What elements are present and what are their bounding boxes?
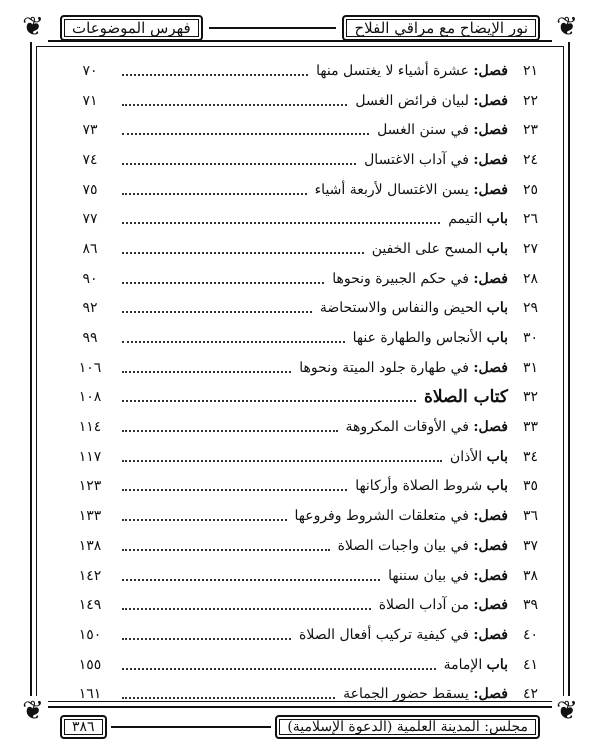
entry-title — [342, 419, 508, 435]
toc-entry — [62, 264, 538, 294]
entry-title — [311, 182, 508, 198]
entry-text: التيمم — [448, 211, 487, 228]
entry-title — [360, 152, 508, 168]
leader-dots — [122, 311, 312, 313]
entry-number: ٤٢ — [522, 686, 538, 703]
entry-title — [373, 122, 508, 138]
entry-title — [295, 360, 508, 376]
toc-entry — [62, 145, 538, 175]
table-of-contents — [62, 56, 538, 709]
entry-page-number: ١٠٦ — [78, 359, 102, 376]
entry-keyword: فصل: — [473, 122, 508, 139]
entry-keyword: فصل: — [473, 626, 508, 643]
entry-text: الأنجاس والطهارة عنها — [352, 330, 487, 347]
section-title: فهرس الموضوعات — [60, 15, 203, 41]
entry-page-number: ٨٦ — [82, 240, 98, 257]
leader-dots — [122, 608, 371, 610]
leader-dots — [122, 519, 287, 521]
entry-text: يسقط حضور الجماعة — [343, 686, 474, 703]
entry-text: في الأوقات المكروهة — [345, 419, 474, 436]
header-divider — [209, 27, 337, 29]
leader-dots — [122, 371, 291, 373]
entry-number: ٢٥ — [522, 181, 538, 198]
entry-number: ٢٢ — [522, 92, 538, 109]
entry-title — [444, 211, 508, 227]
entry-title — [420, 387, 508, 407]
entry-number: ٣٣ — [522, 419, 538, 436]
book-title: نور الإيضاح مع مراقي الفلاح — [342, 15, 540, 41]
entry-page-number: ٧٠ — [82, 62, 98, 79]
page-footer — [60, 712, 540, 742]
entry-text: في طهارة جلود الميتة ونحوها — [299, 359, 474, 376]
floral-corner-ornament-icon: ❦ — [18, 696, 48, 726]
entry-number: ٣٨ — [522, 567, 538, 584]
entry-keyword: فصل: — [473, 151, 508, 168]
entry-keyword: فصل: — [473, 181, 508, 198]
entry-page-number: ١٤٩ — [78, 597, 102, 614]
toc-entry — [62, 679, 538, 709]
entry-text: في سنن الغسل — [377, 122, 474, 139]
entry-keyword: فصل: — [473, 359, 508, 376]
toc-entry — [62, 501, 538, 531]
entry-text: المسح على الخفين — [371, 240, 487, 257]
leader-dots — [122, 222, 440, 224]
leader-dots — [122, 579, 380, 581]
entry-keyword: فصل: — [473, 537, 508, 554]
entry-number: ٣٢ — [522, 389, 538, 406]
entry-text: في كيفية تركيب أفعال الصلاة — [299, 626, 474, 643]
entry-page-number: ١٥٥ — [78, 656, 102, 673]
entry-text: في متعلقات الشروط وفروعها — [294, 508, 474, 525]
entry-keyword: فصل: — [473, 419, 508, 436]
entry-page-number: ٧٤ — [82, 151, 98, 168]
entry-text: في بيان سننها — [388, 567, 474, 584]
entry-number: ٣٦ — [522, 508, 538, 525]
entry-keyword: باب — [486, 448, 508, 465]
entry-keyword: باب — [486, 330, 508, 347]
entry-number: ٢٣ — [522, 122, 538, 139]
toc-entry — [62, 561, 538, 591]
entry-number: ٤٠ — [522, 626, 538, 643]
entry-keyword: باب — [486, 478, 508, 495]
entry-title — [446, 449, 508, 465]
entry-keyword: كتاب الصلاة — [423, 387, 508, 408]
entry-keyword: باب — [486, 656, 508, 673]
entry-page-number: ١٠٨ — [78, 389, 102, 406]
leader-dots — [122, 133, 369, 135]
page-header — [60, 8, 540, 48]
toc-entry — [62, 56, 538, 86]
leader-dots — [122, 104, 347, 106]
entry-title — [368, 241, 508, 257]
leader-dots — [122, 74, 308, 76]
entry-number: ٢٧ — [522, 240, 538, 257]
publisher-name: مجلس: المدينة العلمية (الدعوة الإسلامية) — [275, 715, 540, 739]
entry-keyword: فصل: — [473, 62, 508, 79]
entry-text: من آداب الصلاة — [378, 597, 474, 614]
entry-number: ٣٥ — [522, 478, 538, 495]
leader-dots — [122, 400, 416, 402]
footer-divider — [111, 726, 272, 728]
entry-page-number: ١٣٣ — [78, 508, 102, 525]
entry-title — [440, 657, 508, 673]
toc-entry — [62, 204, 538, 234]
toc-entry — [62, 590, 538, 620]
toc-entry — [62, 472, 538, 502]
entry-number: ٢٦ — [522, 211, 538, 228]
entry-number: ٢٤ — [522, 151, 538, 168]
entry-number: ٣٧ — [522, 537, 538, 554]
toc-entry — [62, 650, 538, 680]
entry-page-number: ١٥٠ — [78, 626, 102, 643]
entry-title — [351, 93, 508, 109]
entry-title — [312, 63, 508, 79]
entry-title — [375, 597, 508, 613]
entry-number: ٢١ — [522, 62, 538, 79]
toc-entry — [62, 442, 538, 472]
floral-corner-ornament-icon: ❦ — [18, 12, 48, 42]
leader-dots — [122, 430, 338, 432]
entry-page-number: ٧١ — [82, 92, 98, 109]
entry-number: ٢٨ — [522, 270, 538, 287]
toc-entry — [62, 86, 538, 116]
entry-page-number: ٧٣ — [82, 122, 98, 139]
entry-number: ٣١ — [522, 359, 538, 376]
leader-dots — [122, 549, 330, 551]
leader-dots — [122, 460, 442, 462]
entry-keyword: فصل: — [473, 686, 508, 703]
entry-keyword: فصل: — [473, 92, 508, 109]
leader-dots — [122, 341, 345, 343]
entry-number: ٢٩ — [522, 300, 538, 317]
toc-entry — [62, 383, 538, 413]
entry-number: ٤١ — [522, 656, 538, 673]
entry-page-number: ٧٥ — [82, 181, 98, 198]
entry-page-number: ٩٠ — [82, 270, 98, 287]
entry-title — [328, 271, 508, 287]
entry-text: في بيان واجبات الصلاة — [337, 537, 474, 554]
entry-keyword: باب — [486, 240, 508, 257]
floral-corner-ornament-icon: ❦ — [552, 696, 582, 726]
entry-text: عشرة أشياء لا يغتسل منها — [316, 62, 474, 79]
entry-title — [384, 568, 508, 584]
entry-text: شروط الصلاة وأركانها — [355, 478, 487, 495]
entry-page-number: ٩٢ — [82, 300, 98, 317]
entry-text: في حكم الجبيرة ونحوها — [332, 270, 474, 287]
toc-entry — [62, 323, 538, 353]
leader-dots — [122, 697, 335, 699]
entry-text: يسن الاغتسال لأربعة أشياء — [314, 181, 474, 198]
entry-keyword: باب — [486, 211, 508, 228]
leader-dots — [122, 163, 356, 165]
entry-keyword: باب — [486, 300, 508, 317]
toc-entry — [62, 353, 538, 383]
page-number: ٣٨٦ — [60, 715, 107, 739]
entry-text: الحيض والنفاس والاستحاضة — [319, 300, 487, 317]
entry-page-number: ١١٤ — [78, 419, 102, 436]
entry-number: ٣٠ — [522, 330, 538, 347]
toc-entry — [62, 234, 538, 264]
toc-entry — [62, 412, 538, 442]
entry-text: لبيان فرائض الغسل — [355, 92, 474, 109]
leader-dots — [122, 638, 291, 640]
toc-entry — [62, 620, 538, 650]
leader-dots — [122, 282, 324, 284]
leader-dots — [122, 252, 364, 254]
entry-title — [316, 300, 508, 316]
leader-dots — [122, 193, 307, 195]
entry-keyword: فصل: — [473, 270, 508, 287]
entry-page-number: ١١٧ — [78, 448, 102, 465]
entry-page-number: ٧٧ — [82, 211, 98, 228]
entry-number: ٣٤ — [522, 448, 538, 465]
entry-title — [334, 538, 508, 554]
entry-text: الأذان — [449, 448, 487, 465]
toc-entry — [62, 294, 538, 324]
toc-entry — [62, 531, 538, 561]
entry-title — [295, 627, 508, 643]
entry-number: ٣٩ — [522, 597, 538, 614]
toc-entry — [62, 115, 538, 145]
entry-keyword: فصل: — [473, 508, 508, 525]
entry-text: في آداب الاغتسال — [364, 151, 474, 168]
toc-entry — [62, 175, 538, 205]
entry-page-number: ١٤٢ — [78, 567, 102, 584]
leader-dots — [122, 489, 347, 491]
entry-page-number: ١٦١ — [78, 686, 102, 703]
entry-keyword: فصل: — [473, 597, 508, 614]
leader-dots — [122, 668, 436, 670]
entry-title — [291, 508, 509, 524]
entry-page-number: ٩٩ — [82, 330, 98, 347]
entry-page-number: ١٢٣ — [78, 478, 102, 495]
entry-title — [351, 478, 508, 494]
entry-title — [349, 330, 508, 346]
floral-corner-ornament-icon: ❦ — [552, 12, 582, 42]
entry-keyword: فصل: — [473, 567, 508, 584]
entry-text: الإمامة — [443, 656, 487, 673]
entry-title — [339, 686, 508, 702]
entry-page-number: ١٣٨ — [78, 537, 102, 554]
